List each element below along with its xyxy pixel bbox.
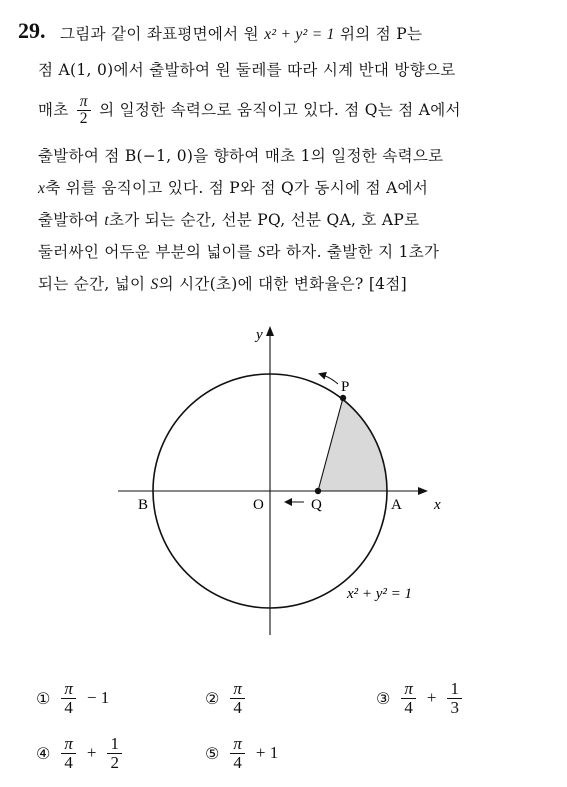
choice-mark: ⑤ <box>205 743 220 763</box>
problem-line-1 <box>60 22 422 44</box>
problem-line-2 <box>38 58 456 80</box>
choice-fraction: $\frac{\pi}{4}$ <box>401 680 416 717</box>
choice-fraction: $\frac{\pi}{4}$ <box>230 735 245 772</box>
circle-equation-label: x² + y² = 1 <box>347 586 413 602</box>
choice-3[interactable] <box>376 680 465 717</box>
choice-tail: − 1 <box>86 688 110 708</box>
problem-text: 점 A(1, 0)에서 출발하여 원 둘레를 따라 시계 반대 방향으로 <box>38 61 456 79</box>
problem-text: 둘러싸인 어두운 부분의 넓이를 <box>38 243 258 261</box>
point-b-label: B <box>138 497 149 513</box>
p-motion-arrow-icon <box>320 374 338 384</box>
circle-equation: x² + y² = 1 <box>264 26 335 43</box>
choice-mark: ② <box>205 688 220 708</box>
y-axis-label: y <box>256 327 263 343</box>
choice-fraction-2: $\frac{1}{3}$ <box>447 680 462 717</box>
problem-text: 의 시간(초)에 대한 변화율은? [4점] <box>158 275 407 293</box>
problem-line-3 <box>38 94 461 128</box>
t-symbol: t <box>104 212 109 229</box>
problem-line-8 <box>38 272 407 294</box>
point-p-label: P <box>341 379 350 395</box>
choice-1[interactable] <box>36 680 109 717</box>
point-q-dot <box>315 488 321 494</box>
problem-text: 그림과 같이 좌표평면에서 원 <box>60 25 265 43</box>
point-q-label: Q <box>311 497 322 513</box>
shaded-region <box>318 398 387 491</box>
problem-text: 출발하여 <box>38 211 105 229</box>
segment-pq <box>318 398 343 491</box>
choice-fraction-2: $\frac{1}{2}$ <box>107 735 122 772</box>
problem-text: 의 일정한 속력으로 움직이고 있다. 점 Q는 점 A에서 <box>99 100 461 119</box>
x-axis-label: x <box>434 497 441 513</box>
s-symbol: S <box>150 276 159 293</box>
choice-4[interactable] <box>36 735 125 772</box>
y-axis-arrow-icon <box>266 326 274 336</box>
question-number: 29. <box>18 18 46 43</box>
choice-2[interactable] <box>205 680 248 717</box>
problem-text: 매초 <box>38 100 74 119</box>
problem-line-4 <box>38 144 443 166</box>
choice-mark: ③ <box>376 688 391 708</box>
problem-text: 출발하여 점 B(−1, 0)을 향하여 매초 1의 일정한 속력으로 <box>38 147 444 165</box>
choice-fraction: $\frac{\pi}{4}$ <box>61 680 76 717</box>
choice-5[interactable] <box>205 735 278 772</box>
point-p-dot <box>340 395 346 401</box>
origin-label: O <box>253 497 264 513</box>
x-symbol: x <box>38 180 46 197</box>
unit-circle <box>153 374 387 608</box>
s-symbol: S <box>257 244 266 261</box>
speed-fraction: $\frac{\pi}{2}$ <box>77 94 91 128</box>
choice-tail: + <box>86 743 97 763</box>
problem-text: 축 위를 움직이고 있다. 점 P와 점 Q가 동시에 점 A에서 <box>45 179 429 197</box>
problem-line-6 <box>38 208 419 230</box>
problem-line-5 <box>38 176 428 198</box>
problem-text: 라 하자. 출발한 지 1초가 <box>265 243 440 261</box>
point-a-label: A <box>391 497 402 513</box>
choice-tail: + 1 <box>255 743 279 763</box>
problem-text: 되는 순간, 넓이 <box>38 275 151 293</box>
problem-text: 위의 점 P는 <box>334 25 423 43</box>
choice-mark: ① <box>36 688 51 708</box>
x-axis-arrow-icon <box>418 487 428 495</box>
problem-text: 초가 되는 순간, 선분 PQ, 선분 QA, 호 AP로 <box>108 211 420 229</box>
choice-fraction: $\frac{\pi}{4}$ <box>230 680 245 717</box>
problem-line-7 <box>38 240 439 262</box>
choice-mark: ④ <box>36 743 51 763</box>
choice-fraction: $\frac{\pi}{4}$ <box>61 735 76 772</box>
choice-tail: + <box>426 688 437 708</box>
